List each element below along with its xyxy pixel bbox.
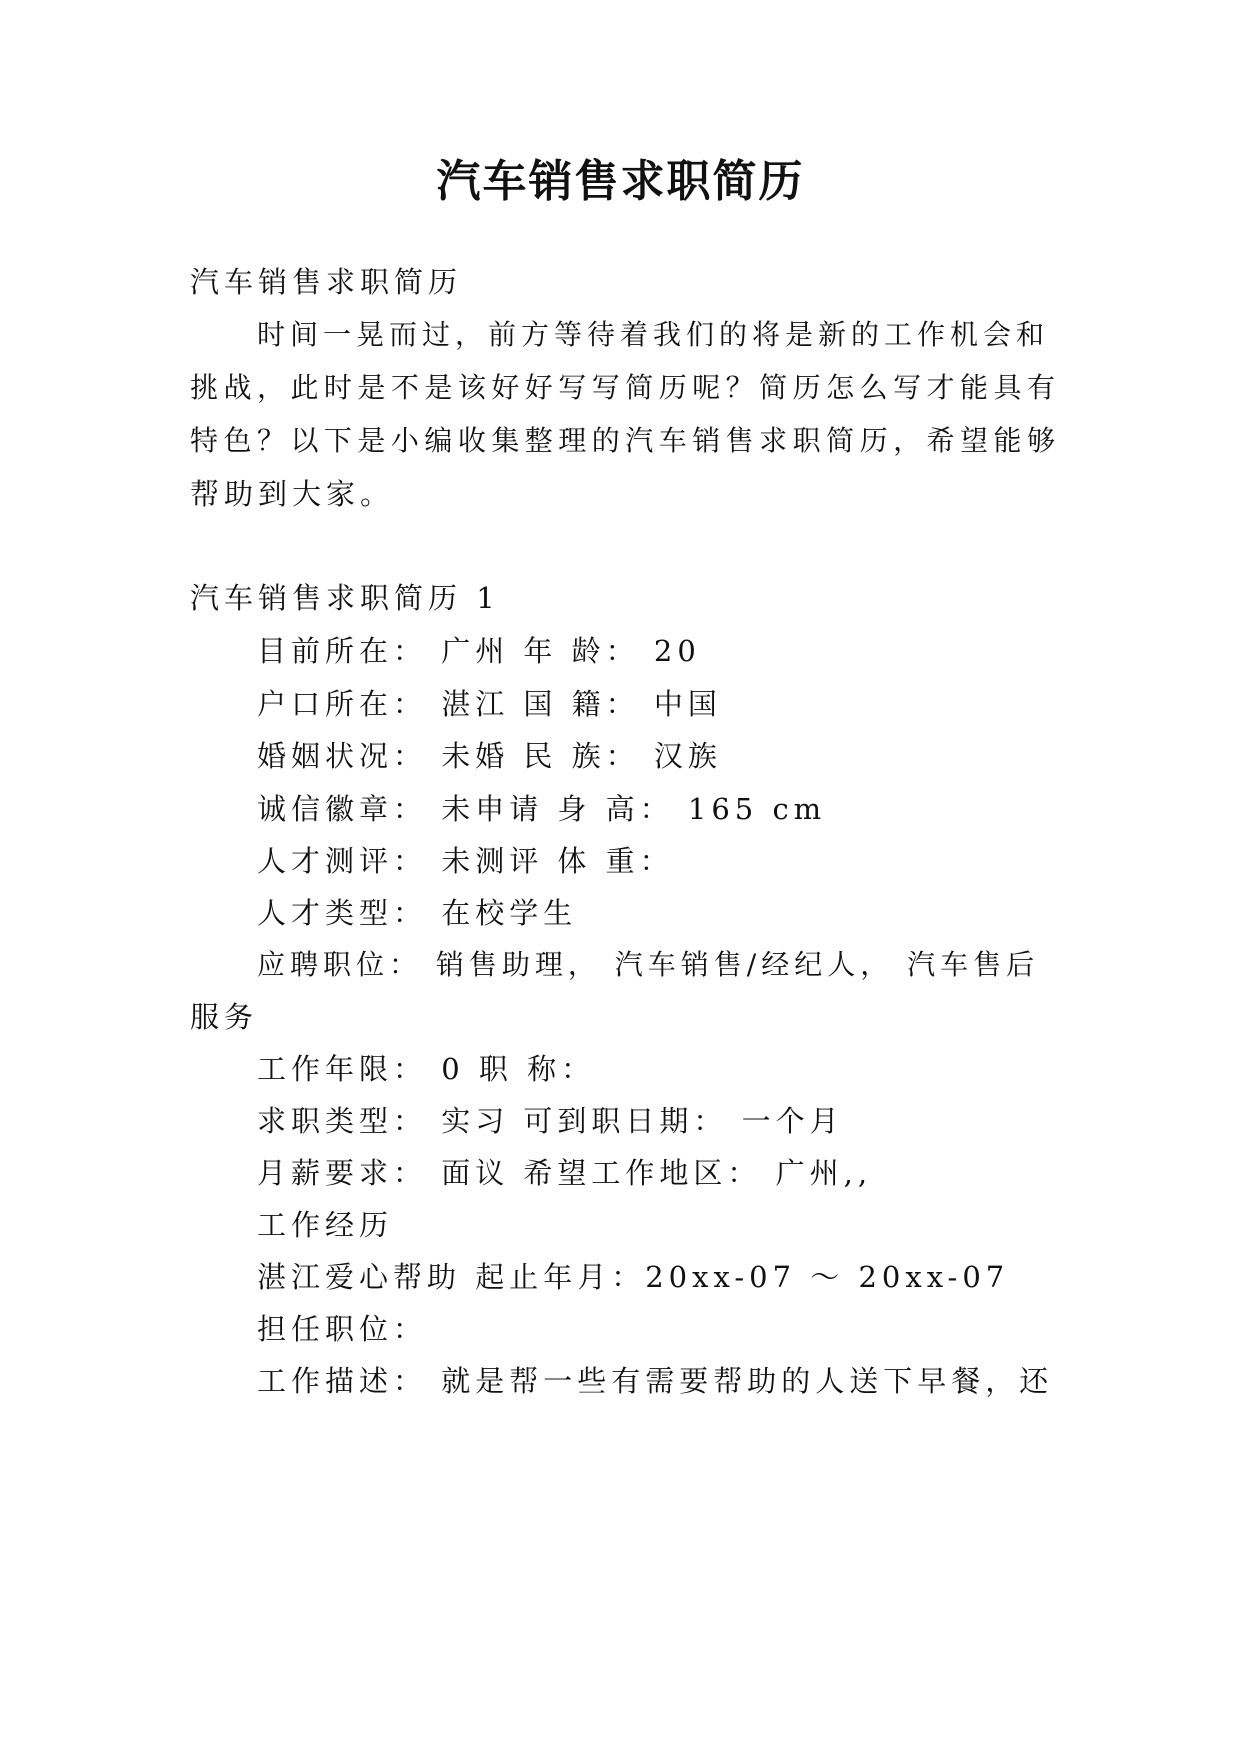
detail-line: 工作描述： 就是帮一些有需要帮助的人送下早餐，还 xyxy=(257,1364,1054,1398)
detail-line: 求职类型： 实习 可到职日期： 一个月 xyxy=(257,1104,844,1138)
detail-line: 人才测评： 未测评 体 重： xyxy=(257,844,674,878)
detail-line: 服务 xyxy=(190,1000,259,1034)
section-heading: 汽车销售求职简历 1 xyxy=(190,581,500,615)
detail-line: 人才类型： 在校学生 xyxy=(257,896,578,930)
detail-line: 应聘职位： 销售助理， 汽车销售/经纪人， 汽车售后 xyxy=(257,948,1040,981)
intro-line: 特色？以下是小编收集整理的汽车销售求职简历，希望能够 xyxy=(190,424,1060,457)
intro-line: 时间一晃而过，前方等待着我们的将是新的工作机会和 xyxy=(257,318,1050,351)
intro-line: 挑战，此时是不是该好好写写简历呢？简历怎么写才能具有 xyxy=(190,371,1060,404)
detail-line: 月薪要求： 面议 希望工作地区： 广州,, xyxy=(257,1156,873,1190)
detail-line: 诚信徽章： 未申请 身 高： 165 cm xyxy=(257,792,827,826)
intro-line: 帮助到大家。 xyxy=(190,477,395,511)
detail-line: 湛江爱心帮助 起止年月：20xx-07 ～ 20xx-07 xyxy=(257,1260,1010,1294)
document-title: 汽车销售求职简历 xyxy=(436,156,805,207)
subtitle: 汽车销售求职简历 xyxy=(190,265,463,299)
detail-line: 婚姻状况： 未婚 民 族： 汉族 xyxy=(257,739,722,773)
detail-line: 担任职位： xyxy=(257,1312,428,1346)
detail-line: 工作年限： 0 职 称： xyxy=(257,1052,596,1086)
detail-line: 户口所在： 湛江 国 籍： 中国 xyxy=(257,687,722,721)
detail-line: 工作经历 xyxy=(257,1208,394,1242)
detail-line: 目前所在： 广州 年 龄： 20 xyxy=(257,634,701,668)
